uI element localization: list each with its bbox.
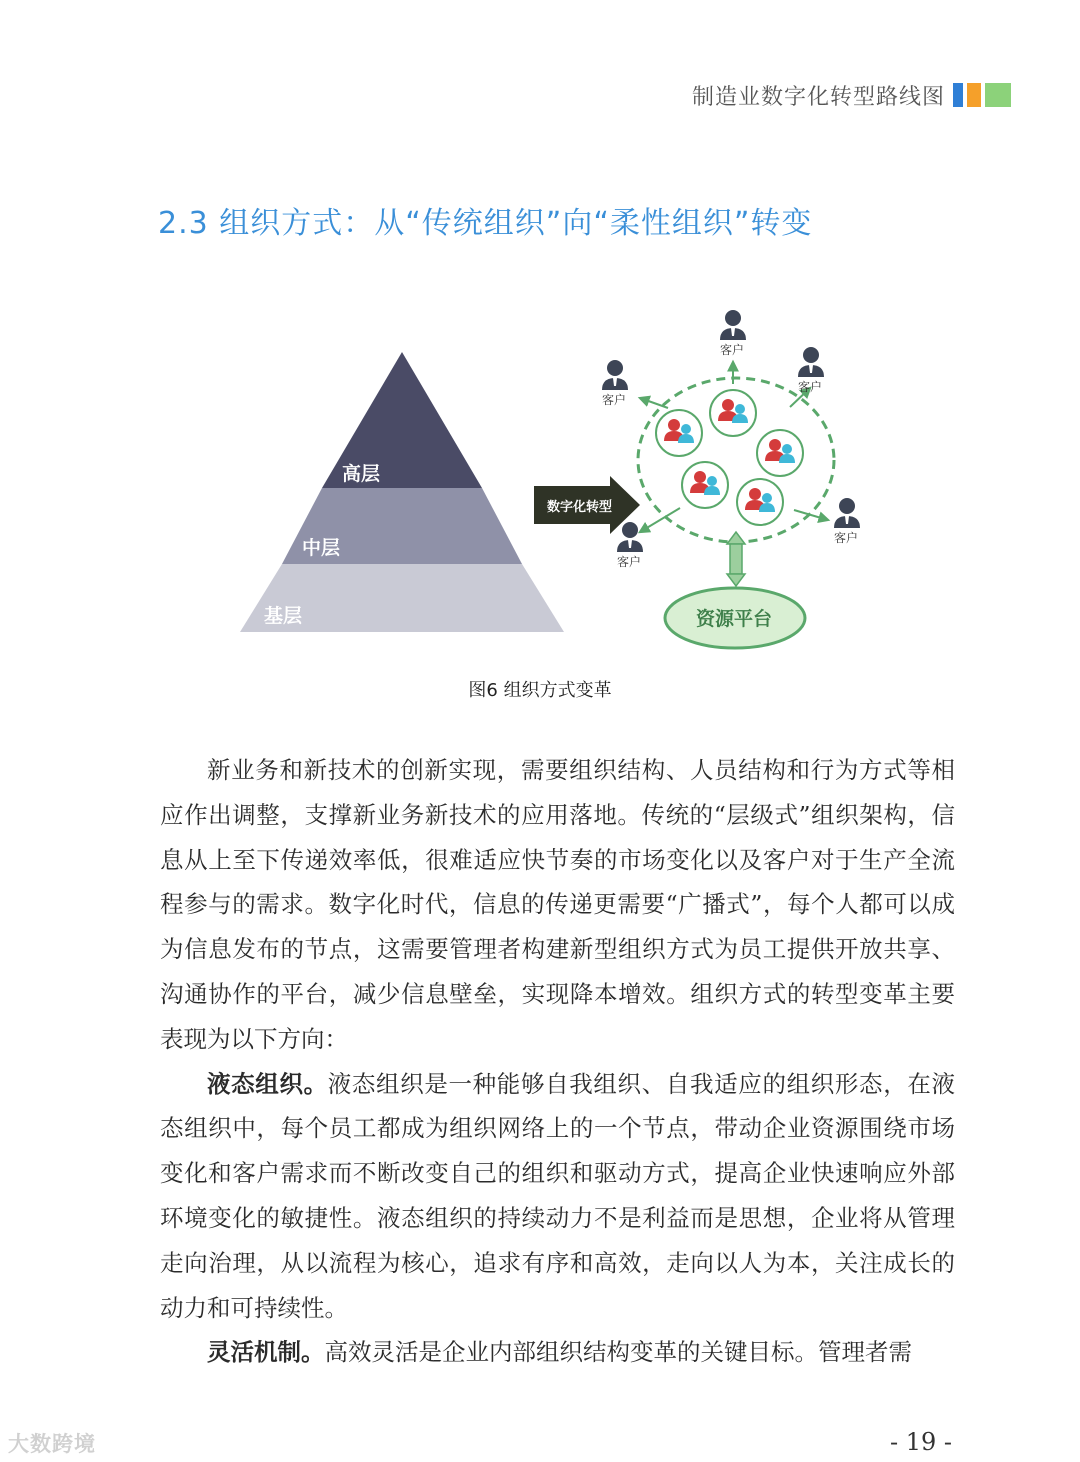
customer-label: 客户 bbox=[602, 393, 627, 407]
running-header-title: 制造业数字化转型路线图 bbox=[691, 85, 945, 110]
paragraph-text: 液态组织是一种能够自我组织、自我适应的组织形态，在液态组织中，每个员工都成为组织网络上的一个节点，带动企业资源围绕市场变化和客户需求而不断改变自己的组织和驱动方式，提高企业快速响应外部环境变化的敏捷性。液态组织的持续动力不是利益而是思想，企业将从管理走向治理，从以流程为核心，追求有序和高效，走向以人为本，关注成长的动力和可持续性。 bbox=[160, 1069, 955, 1322]
section-title: 2.3 组织方式：从“传统组织”向“柔性组织”转变 bbox=[158, 206, 813, 241]
customer-label: 客户 bbox=[617, 555, 642, 569]
page-number: - 19 - bbox=[890, 1428, 953, 1456]
customer-icon bbox=[798, 347, 824, 394]
customer-icon bbox=[720, 310, 746, 357]
resource-platform-label: 资源平台 bbox=[696, 608, 773, 630]
paragraph-lead-term: 液态组织。 bbox=[207, 1069, 328, 1098]
figure-svg bbox=[220, 300, 900, 660]
header-bar-blue bbox=[953, 83, 963, 107]
team-node bbox=[757, 430, 803, 476]
header-bar-orange bbox=[967, 83, 981, 107]
transform-arrow-label: 数字化转型 bbox=[547, 500, 613, 515]
platform-link-arrow bbox=[727, 532, 745, 586]
figure-caption: 图6 组织方式变革 bbox=[468, 680, 612, 701]
customer-icon bbox=[834, 498, 860, 545]
pyramid-label-base: 基层 bbox=[264, 605, 303, 627]
body-paragraph bbox=[160, 1062, 955, 1331]
body-paragraph bbox=[160, 1330, 955, 1375]
paragraph-text: 高效灵活是企业内部组织结构变革的关键目标。管理者需 bbox=[324, 1338, 912, 1367]
customer-label: 客户 bbox=[798, 380, 823, 394]
customer-link-arrow bbox=[794, 510, 828, 520]
team-node bbox=[710, 390, 756, 436]
pyramid-label-middle: 中层 bbox=[302, 537, 341, 559]
body-text bbox=[160, 748, 955, 1375]
team-node bbox=[682, 462, 728, 508]
header-bar-green bbox=[985, 83, 1011, 107]
watermark: 大数跨境 bbox=[8, 1432, 96, 1456]
team-node bbox=[656, 410, 702, 456]
paragraph-lead-term: 灵活机制。 bbox=[207, 1338, 325, 1367]
pyramid-label-top: 高层 bbox=[342, 463, 381, 485]
customer-icon bbox=[617, 522, 643, 569]
customer-label: 客户 bbox=[834, 531, 859, 545]
body-paragraph: 新业务和新技术的创新实现，需要组织结构、人员结构和行为方式等相应作出调整，支撑新业务新技术的应用落地。传统的“层级式”组织架构，信息从上至下传递效率低，很难适应快节奏的市场变化以及客户对于生产全流程参与的需求。数字化时代，信息的传递更需要“广播式”，每个人都可以成为信息发布的节点，这需要管理者构建新型组织方式为员工提供开放共享、沟通协作的平台，减少信息壁垒，实现降本增效。组织方式的转型变革主要表现为以下方向： bbox=[160, 756, 955, 1053]
figure-organization-change bbox=[220, 300, 900, 660]
team-node bbox=[737, 479, 783, 525]
customer-icon bbox=[602, 360, 628, 407]
customer-label: 客户 bbox=[720, 343, 745, 357]
